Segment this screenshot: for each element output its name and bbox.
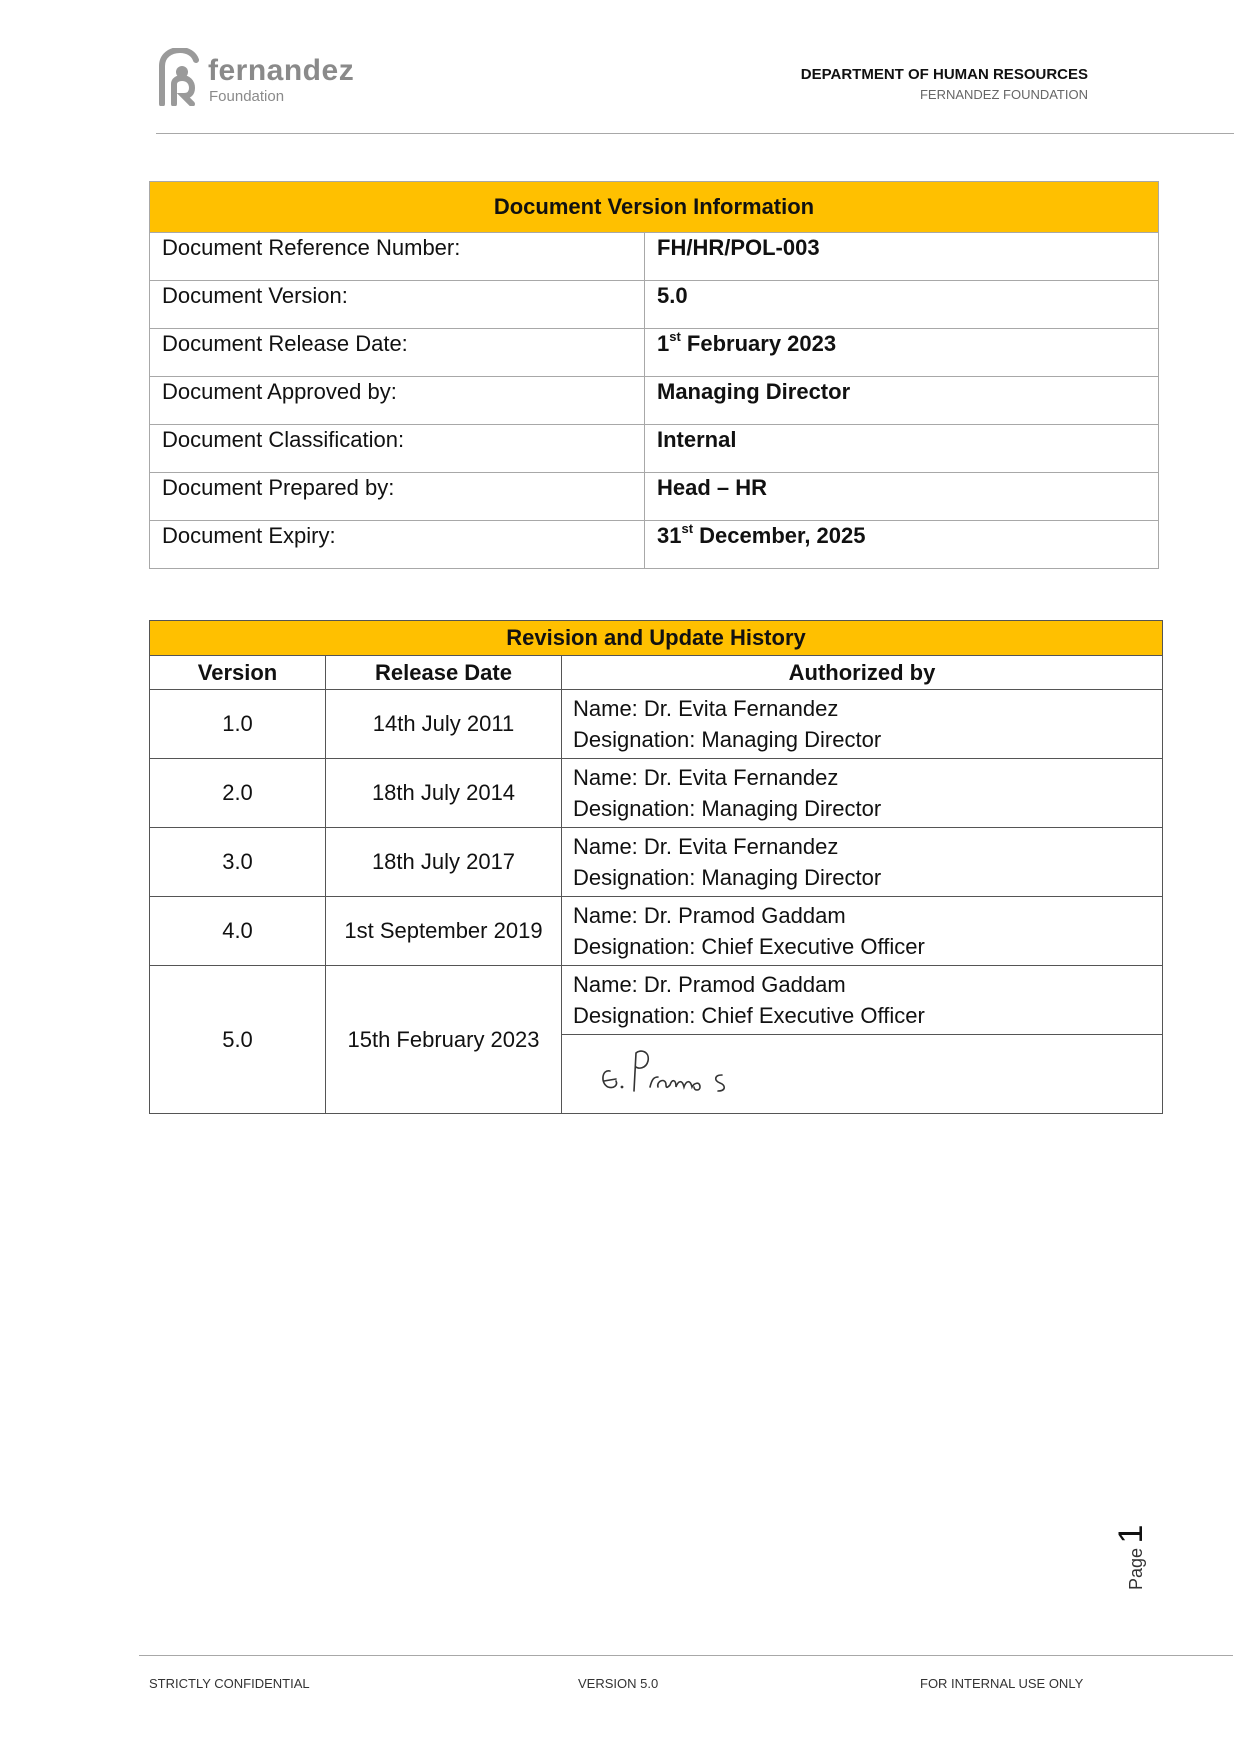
table-row bbox=[150, 233, 1159, 281]
revision-history-title: Revision and Update History bbox=[150, 621, 1163, 656]
date-cell: 18th July 2017 bbox=[326, 828, 562, 897]
fernandez-logo bbox=[158, 48, 398, 108]
authorizer-designation: Designation: Managing Director bbox=[573, 865, 882, 890]
authorized-cell bbox=[562, 828, 1163, 897]
table-row bbox=[150, 966, 1163, 1035]
version-cell: 2.0 bbox=[150, 759, 326, 828]
column-header-version: Version bbox=[150, 656, 326, 690]
authorizer-name: Name: Dr. Evita Fernandez bbox=[573, 765, 839, 790]
table-row bbox=[150, 377, 1159, 425]
approved-by-label: Document Approved by: bbox=[150, 377, 645, 425]
authorizer-name: Name: Dr. Evita Fernandez bbox=[573, 834, 839, 859]
prepared-by-label: Document Prepared by: bbox=[150, 473, 645, 521]
page-number-value: 1 bbox=[1112, 1524, 1150, 1544]
logo-name: fernandez bbox=[208, 54, 355, 87]
reference-number-value: FH/HR/POL-003 bbox=[645, 233, 1159, 281]
version-cell: 3.0 bbox=[150, 828, 326, 897]
date-cell: 18th July 2014 bbox=[326, 759, 562, 828]
logo-subtitle: Foundation bbox=[209, 88, 285, 105]
version-cell: 5.0 bbox=[150, 966, 326, 1114]
authorizer-name: Name: Dr. Pramod Gaddam bbox=[573, 972, 846, 997]
document-version-value: 5.0 bbox=[645, 281, 1159, 329]
authorizer-designation: Designation: Chief Executive Officer bbox=[573, 934, 925, 959]
table-row bbox=[150, 281, 1159, 329]
column-header-authorized-by: Authorized by bbox=[562, 656, 1163, 690]
header-divider bbox=[156, 133, 1234, 134]
page-number bbox=[1112, 1524, 1172, 1592]
version-info-title: Document Version Information bbox=[150, 182, 1159, 233]
date-cell: 15th February 2023 bbox=[326, 966, 562, 1114]
approved-by-value: Managing Director bbox=[645, 377, 1159, 425]
table-row bbox=[150, 759, 1163, 828]
authorized-cell bbox=[562, 759, 1163, 828]
classification-label: Document Classification: bbox=[150, 425, 645, 473]
version-cell: 4.0 bbox=[150, 897, 326, 966]
table-row bbox=[150, 329, 1159, 377]
footer-version: VERSION 5.0 bbox=[578, 1676, 659, 1691]
logo-mark-icon bbox=[158, 48, 202, 106]
reference-number-label: Document Reference Number: bbox=[150, 233, 645, 281]
signature-cell bbox=[562, 1035, 1163, 1114]
header-department-block bbox=[801, 66, 1088, 102]
column-header-release-date: Release Date bbox=[326, 656, 562, 690]
authorized-cell bbox=[562, 690, 1163, 759]
table-row bbox=[150, 425, 1159, 473]
table-row bbox=[150, 521, 1159, 569]
footer-confidential: STRICTLY CONFIDENTIAL bbox=[149, 1676, 310, 1691]
page-label: Page bbox=[1126, 1547, 1146, 1590]
authorizer-name: Name: Dr. Pramod Gaddam bbox=[573, 903, 846, 928]
classification-value: Internal bbox=[645, 425, 1159, 473]
authorizer-name: Name: Dr. Evita Fernandez bbox=[573, 696, 839, 721]
prepared-by-value: Head – HR bbox=[645, 473, 1159, 521]
table-row bbox=[150, 473, 1159, 521]
authorized-cell bbox=[562, 966, 1163, 1035]
authorizer-designation: Designation: Managing Director bbox=[573, 796, 882, 821]
expiry-value: 31st December, 2025 bbox=[645, 521, 1159, 569]
footer-divider bbox=[139, 1655, 1233, 1656]
revision-history-table bbox=[149, 620, 1163, 1114]
date-cell: 1st September 2019 bbox=[326, 897, 562, 966]
authorizer-designation: Designation: Managing Director bbox=[573, 727, 882, 752]
document-version-label: Document Version: bbox=[150, 281, 645, 329]
authorized-cell bbox=[562, 897, 1163, 966]
release-date-value: 1st February 2023 bbox=[645, 329, 1159, 377]
expiry-label: Document Expiry: bbox=[150, 521, 645, 569]
authorizer-designation: Designation: Chief Executive Officer bbox=[573, 1003, 925, 1028]
department-name: DEPARTMENT OF HUMAN RESOURCES bbox=[800, 66, 1088, 83]
organization-name: FERNANDEZ FOUNDATION bbox=[919, 87, 1088, 102]
footer-internal-use: FOR INTERNAL USE ONLY bbox=[920, 1676, 1084, 1691]
table-row bbox=[150, 828, 1163, 897]
table-row bbox=[150, 690, 1163, 759]
date-cell: 14th July 2011 bbox=[326, 690, 562, 759]
release-date-label: Document Release Date: bbox=[150, 329, 645, 377]
signature-icon bbox=[596, 1041, 746, 1101]
table-row bbox=[150, 897, 1163, 966]
version-info-table bbox=[149, 181, 1159, 569]
version-cell: 1.0 bbox=[150, 690, 326, 759]
